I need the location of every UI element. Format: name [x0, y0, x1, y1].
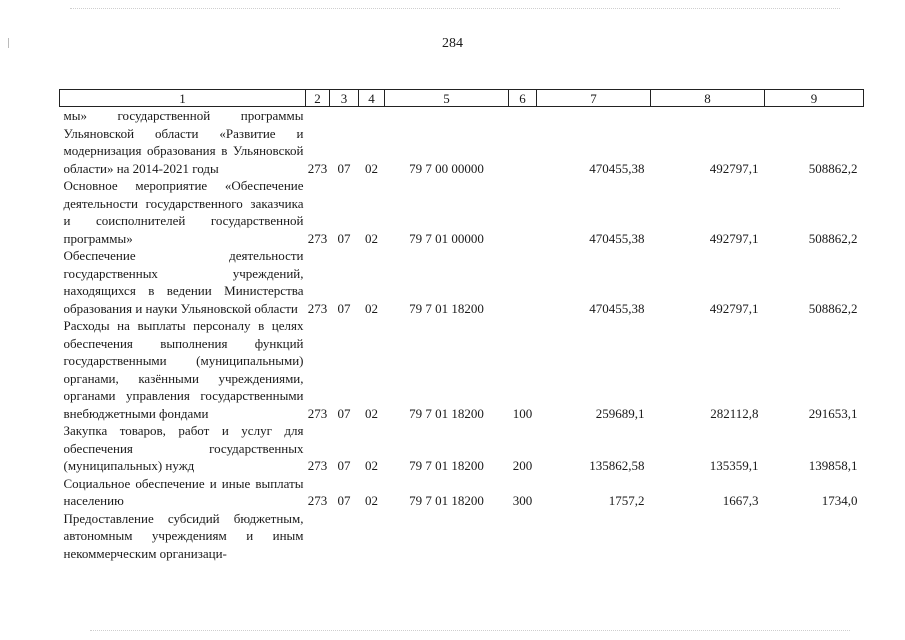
table-row: [60, 475, 864, 510]
section-code: 07: [337, 458, 351, 473]
header-cell: 7: [537, 90, 651, 107]
expense-type: [509, 510, 537, 563]
amount-col8: 492797,1: [709, 160, 759, 176]
expense-type: [509, 177, 537, 247]
target-article: [385, 510, 509, 563]
amount-col8: 282112,8: [710, 405, 759, 421]
header-cell: 1: [60, 90, 306, 107]
table-row: [60, 422, 864, 475]
scan-bottom-noise: [90, 630, 850, 631]
amount-col9: 508862,2: [808, 300, 858, 316]
amount-col9: 139858,1: [808, 458, 858, 473]
section-code: [330, 510, 359, 563]
amount-col9: [765, 510, 864, 563]
section-code: 07: [337, 493, 351, 508]
target-article: 79 7 01 00000: [409, 230, 484, 246]
header-cell: 2: [306, 90, 330, 107]
amount-col7: 470455,38: [589, 160, 645, 176]
row-description: Предоставление субсидий бюджетным, автономным учреждениям и иным некоммерческим организаци-: [63, 510, 304, 561]
ministry-code: 273: [307, 493, 328, 508]
amount-col8: 492797,1: [709, 230, 759, 246]
target-article: 79 7 01 18200: [409, 300, 484, 316]
subsection-code: 02: [365, 160, 378, 176]
expense-type: 200: [512, 458, 533, 473]
row-description: Основное мероприятие «Обеспечение деятельности государственного заказчика и соисполнителей государственной программы»: [63, 178, 304, 246]
row-description: Закупка товаров, работ и услуг для обеспечения государственных (муниципальных) нужд: [63, 423, 304, 473]
target-article: 79 7 01 18200: [409, 458, 484, 473]
amount-col7: 135862,58: [589, 458, 645, 473]
header-cell: 8: [651, 90, 765, 107]
ministry-code: 273: [307, 405, 328, 421]
amount-col9: 291653,1: [808, 405, 858, 421]
section-code: 07: [337, 405, 351, 421]
table-row: [60, 317, 864, 422]
subsection-code: 02: [365, 458, 378, 473]
header-cell: 3: [330, 90, 359, 107]
ministry-code: 273: [307, 230, 328, 246]
expense-type: [509, 247, 537, 317]
scan-top-noise: [70, 8, 840, 9]
target-article: 79 7 01 18200: [409, 405, 484, 421]
amount-col7: 259689,1: [595, 405, 645, 421]
amount-col9: 508862,2: [808, 160, 858, 176]
header-cell: 9: [765, 90, 864, 107]
ministry-code: 273: [307, 160, 328, 176]
row-description: Социальное обеспечение и иные выплаты населению: [63, 475, 304, 508]
budget-table: [59, 89, 864, 562]
row-description: Обеспечение деятельности государственных учреждений, находящихся в ведении Министерства образования и науки Ульяновской области: [63, 248, 304, 316]
section-code: 07: [337, 160, 351, 176]
expense-type: 100: [512, 405, 533, 421]
header-row: [60, 90, 864, 107]
expense-type: 300: [512, 493, 533, 508]
amount-col7: 470455,38: [589, 300, 645, 316]
subsection-code: 02: [365, 230, 378, 246]
header-cell: 5: [385, 90, 509, 107]
header-cell: 6: [509, 90, 537, 107]
subsection-code: 02: [365, 405, 378, 421]
amount-col9: 1734,0: [821, 493, 858, 508]
table-row: [60, 510, 864, 563]
table-row: [60, 177, 864, 247]
table-row: [60, 107, 864, 178]
header-cell: 4: [359, 90, 385, 107]
amount-col7: 1757,2: [608, 493, 645, 508]
row-description: Расходы на выплаты персоналу в целях обеспечения выполнения функций государственными (муниципальными) органами, казёнными учреждениями, органами управления государственными внебюджетными фондами: [63, 318, 304, 421]
subsection-code: [359, 510, 385, 563]
amount-col8: 135359,1: [709, 458, 759, 473]
section-code: 07: [337, 230, 351, 246]
ministry-code: [306, 510, 330, 563]
section-code: 07: [337, 300, 351, 316]
row-description: мы» государственной программы Ульяновской области «Развитие и модернизация образования в Ульяновской области» на 2014-2021 годы: [63, 108, 304, 176]
amount-col8: 492797,1: [709, 300, 759, 316]
target-article: 79 7 01 18200: [409, 493, 484, 508]
target-article: 79 7 00 00000: [409, 160, 484, 176]
amount-col9: 508862,2: [808, 230, 858, 246]
amount-col8: 1667,3: [722, 493, 759, 508]
expense-type: [509, 107, 537, 178]
amount-col7: [537, 510, 651, 563]
subsection-code: 02: [365, 300, 378, 316]
amount-col8: [651, 510, 765, 563]
subsection-code: 02: [365, 493, 378, 508]
ministry-code: 273: [307, 300, 328, 316]
table-row: [60, 247, 864, 317]
ministry-code: 273: [307, 458, 328, 473]
amount-col7: 470455,38: [589, 230, 645, 246]
page-number: 284: [442, 36, 463, 51]
